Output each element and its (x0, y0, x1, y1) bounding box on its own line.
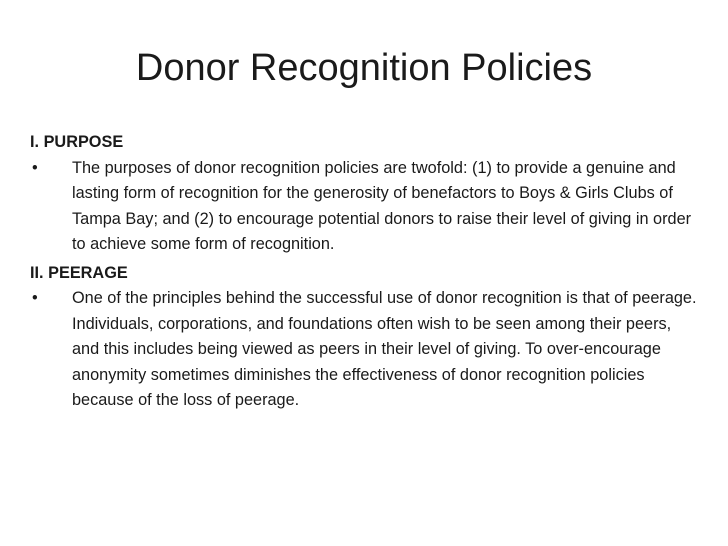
bullet-marker: • (32, 158, 38, 177)
bullet-peerage (30, 286, 698, 414)
bullet-text-purpose: The purposes of donor recognition policies are twofold: (1) to provide a genuine and lasting form of recognition for the generosity of benefactors to Boys & Girls Clubs of Tampa Bay; and (2) to encourage potential donors to raise their level of giving in order to achieve some form of recognition. (72, 158, 692, 253)
bullet-marker: • (32, 289, 38, 307)
section-heading-peerage: II. PEERAGE (30, 263, 128, 282)
slide-title: Donor Recognition Policies (135, 47, 593, 89)
section-heading-purpose: I. PURPOSE (30, 133, 124, 151)
slide-content (30, 130, 698, 417)
bullet-text-peerage: One of the principles behind the successful use of donor recognition is that of peerage. Individuals, corporations, and foundations often wish to be seen among their peers, and this includes being viewed as peers in their level of giving. To over-encourage anonymity sometimes diminishes the effectiveness of donor recognition policies because of the loss of peerage. (72, 289, 697, 409)
bullet-purpose (30, 156, 698, 258)
